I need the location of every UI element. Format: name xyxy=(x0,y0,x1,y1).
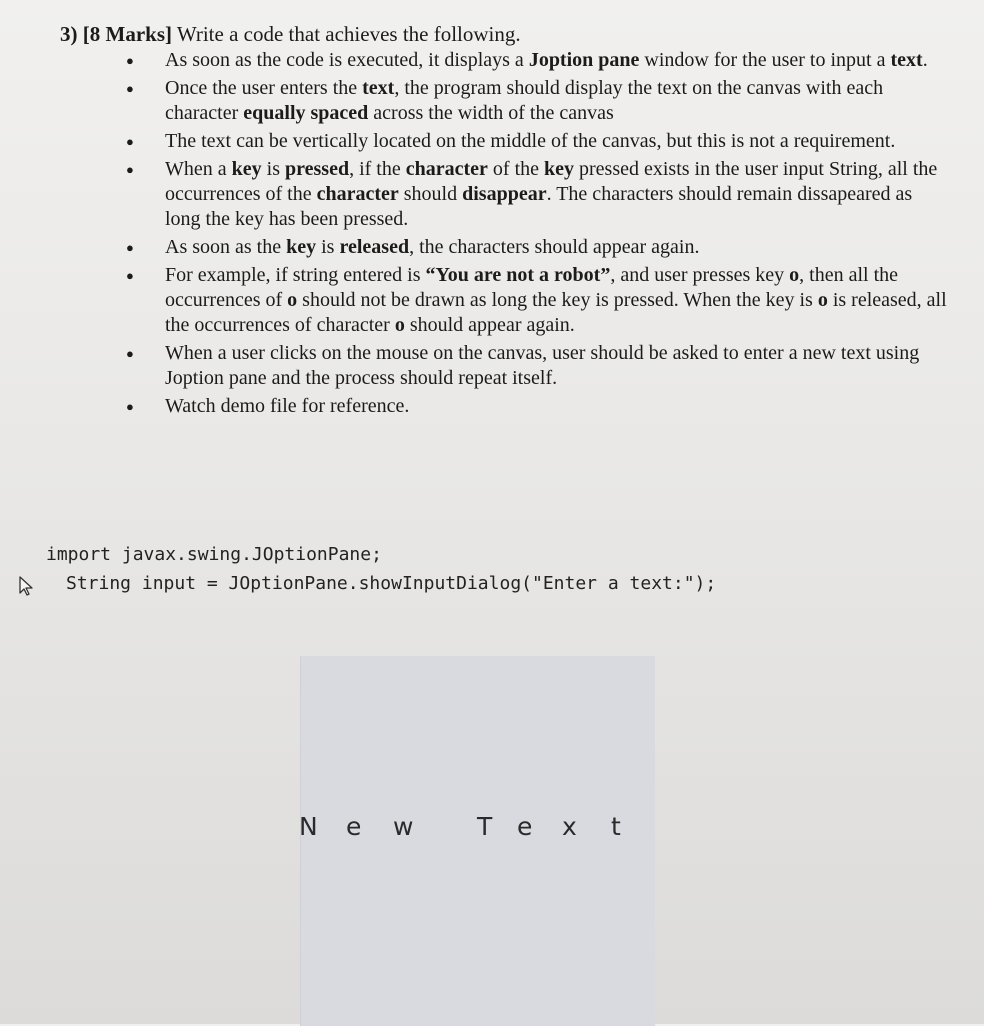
requirement-item xyxy=(60,235,950,260)
bold-text: text xyxy=(362,77,395,99)
bold-text: character xyxy=(405,158,488,180)
bold-text: text xyxy=(890,49,923,71)
requirement-item xyxy=(60,157,950,232)
canvas-char: e xyxy=(346,812,362,841)
canvas-char: e xyxy=(517,812,533,841)
text: Once the user enters the xyxy=(165,77,363,99)
mouse-pointer-icon xyxy=(18,575,36,602)
text: , the program should display the text on the canvas with each character xyxy=(165,77,884,124)
text: is xyxy=(261,158,285,180)
demo-canvas[interactable] xyxy=(300,656,655,1026)
text: When a user clicks on the mouse on the canvas, user should be asked to enter a new text using Joption pane and the process should repeat itself. xyxy=(165,342,920,389)
requirement-item xyxy=(60,394,950,419)
bold-text: o xyxy=(394,314,405,336)
text: . The characters should remain dissapeared as long the key has been pressed. xyxy=(165,183,913,230)
code-snippet xyxy=(46,540,716,598)
bold-text: “You are not a robot” xyxy=(425,264,611,286)
text: window for the user to input a xyxy=(639,49,891,71)
question-marks: [8 Marks] xyxy=(82,22,172,46)
text: , then all the occurrences of xyxy=(165,264,899,311)
bold-text: key xyxy=(231,158,262,180)
text: , the characters should appear again. xyxy=(409,236,700,258)
bold-text: character xyxy=(316,183,399,205)
question-number: 3) xyxy=(60,22,78,46)
bold-text: released xyxy=(339,236,410,258)
requirement-item xyxy=(60,263,950,338)
bold-text: o xyxy=(287,289,298,311)
bold-text: o xyxy=(789,264,800,286)
text: is xyxy=(316,236,340,258)
bold-text: key xyxy=(286,236,317,258)
text: should xyxy=(398,183,463,205)
canvas-char: T xyxy=(477,812,493,841)
text: As soon as the xyxy=(165,236,287,258)
canvas-char: w xyxy=(393,812,414,841)
requirement-item xyxy=(60,341,950,391)
bold-text: key xyxy=(544,158,574,180)
bold-text: disappear xyxy=(462,183,547,205)
code-line-input: String input = JOptionPane.showInputDialog("Enter a text:"); xyxy=(66,573,717,594)
text: When a xyxy=(165,158,232,180)
requirement-item xyxy=(60,129,950,154)
text: , and user presses key xyxy=(610,264,790,286)
question-3 xyxy=(60,20,950,422)
text: is released, all the occurrences of character xyxy=(165,289,947,336)
text: For example, if string entered is xyxy=(165,264,426,286)
text: should appear again. xyxy=(404,314,575,336)
question-intro: Write a code that achieves the following. xyxy=(176,22,521,46)
text: Watch demo file for reference. xyxy=(165,395,410,417)
text: The text can be vertically located on the middle of the canvas, but this is not a requirement. xyxy=(165,130,896,152)
canvas-char: t xyxy=(611,812,621,841)
text: should not be drawn as long the key is pressed. When the key is xyxy=(297,289,818,311)
code-line-import: import javax.swing.JOptionPane; xyxy=(46,544,382,565)
requirements-list xyxy=(60,48,950,419)
text: . xyxy=(922,49,928,71)
text: of the xyxy=(487,158,544,180)
text: pressed exists in the user input String, all the occurrences of the xyxy=(165,158,938,205)
bold-text: pressed xyxy=(284,158,350,180)
text: , if the xyxy=(349,158,406,180)
bold-text: o xyxy=(817,289,828,311)
requirement-item xyxy=(60,48,950,73)
canvas-char: x xyxy=(562,812,577,841)
bold-text: Joption pane xyxy=(528,49,640,71)
text: As soon as the code is executed, it displays a xyxy=(165,49,529,71)
question-title xyxy=(60,20,950,48)
bold-text: equally spaced xyxy=(243,102,369,124)
canvas-char: N xyxy=(299,812,318,841)
text: across the width of the canvas xyxy=(368,102,614,124)
requirement-item xyxy=(60,76,950,126)
